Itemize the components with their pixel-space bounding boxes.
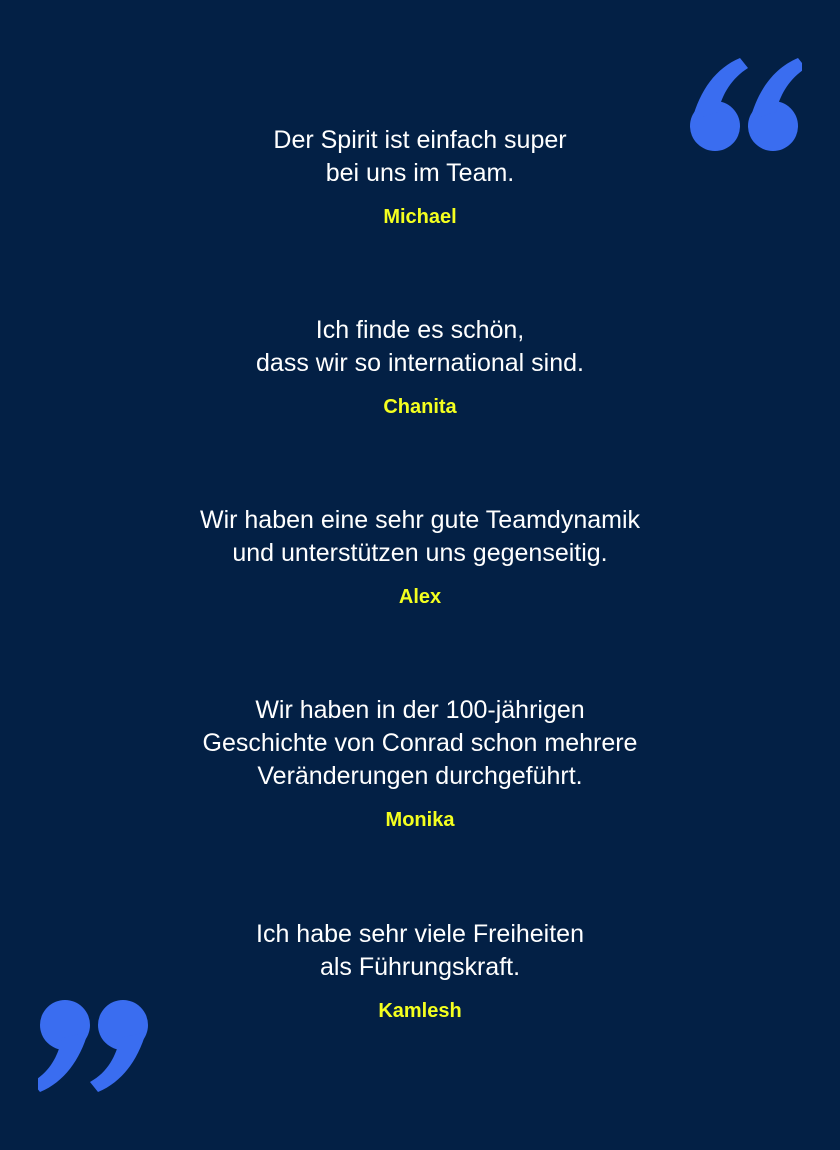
testimonial-michael <box>0 124 840 230</box>
testimonial-author: Chanita <box>383 396 457 418</box>
testimonial-author: Kamlesh <box>378 1000 462 1022</box>
testimonial-chanita <box>0 314 840 420</box>
close-quote-icon <box>38 998 150 1094</box>
testimonial-quote: Der Spirit ist einfach super bei uns im Team. <box>273 126 567 187</box>
testimonial-quote: Ich finde es schön, dass wir so international sind. <box>256 316 584 377</box>
testimonial-monika <box>0 694 840 833</box>
testimonial-author: Alex <box>398 586 442 608</box>
testimonial-alex <box>0 504 840 610</box>
testimonial-author: Michael <box>383 206 457 228</box>
testimonial-quote: Wir haben in der 100-jährigen Geschichte von Conrad schon mehrere Veränderungen durchgeführt. <box>202 696 638 790</box>
testimonial-quote: Wir haben eine sehr gute Teamdynamik und unterstützen uns gegenseitig. <box>199 506 641 567</box>
testimonial-author: Monika <box>385 809 455 831</box>
testimonial-quote: Ich habe sehr viele Freiheiten als Führungskraft. <box>256 920 584 981</box>
